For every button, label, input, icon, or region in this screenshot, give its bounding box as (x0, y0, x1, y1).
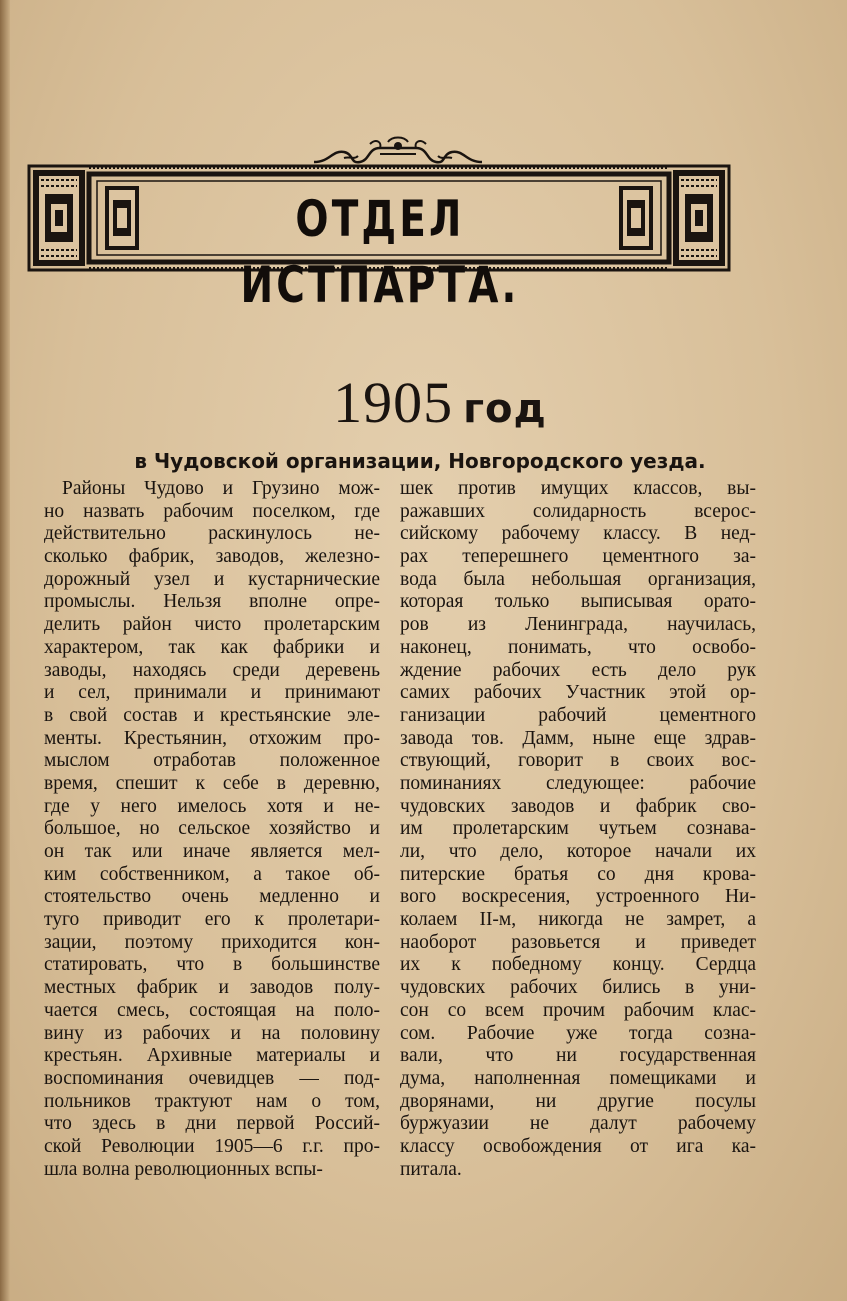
text-line: шек против имущих классов, вы- (400, 478, 756, 499)
text-line: вали, что ни государственная (400, 1045, 756, 1067)
text-line: крестьян. Архивные материалы и (44, 1045, 380, 1067)
text-line: Районы Чудово и Грузино мож- (62, 478, 380, 499)
text-line: сколько фабрик, заводов, железно- (44, 546, 380, 568)
text-line: время, спешит к себе в деревню, (44, 772, 380, 794)
text-line: завода тов. Дамм, ныне еще здрав- (400, 727, 756, 749)
text-line: им пролетарским чутьем сознава- (400, 818, 756, 840)
right-ornament-icon (673, 170, 725, 266)
text-line: делить район чисто пролетарским (44, 614, 380, 636)
article-year: 1905 (333, 370, 454, 435)
text-line: ким собственником, а такое об- (44, 863, 380, 885)
text-line: зации, поэтому приходится кон- (44, 931, 380, 953)
text-line: мыслом отработав положенное (44, 750, 380, 772)
text-line: чудовских заводов и фабрик сво- (400, 795, 756, 817)
left-ornament-icon (33, 170, 85, 266)
text-line: которая только выписывая орато- (400, 591, 756, 613)
text-line: менты. Крестьянин, отхожим про- (44, 727, 380, 749)
text-line: питала. (400, 1158, 462, 1180)
text-line: дорожный узел и кустарнические (44, 568, 380, 590)
text-line: ганизации рабочий цементного (400, 704, 756, 726)
text-line: сом. Рабочие уже тогда созна- (400, 1022, 756, 1044)
text-line: чается смесь, состоящая на поло- (44, 999, 380, 1021)
text-line: вода была небольшая организация, (400, 568, 756, 590)
text-line: чудовских рабочих бились в уни- (400, 977, 756, 999)
text-column-right (400, 478, 756, 1181)
text-line: самих рабочих Участник этой ор- (400, 682, 756, 704)
text-line: дворянами, ни другие посулы (400, 1090, 756, 1112)
text-line: промыслы. Нельзя вполне опре- (44, 591, 380, 613)
text-line: воспоминания очевидцев — под- (44, 1067, 380, 1089)
text-line: действительно раскинулось не- (44, 523, 380, 545)
text-line: он так или иначе является мел- (44, 841, 380, 862)
left-inner-ornament-icon (105, 186, 139, 250)
section-title: ОТДЕЛ ИСТПАРТА. (240, 190, 520, 314)
text-line: ствующий, говорит в своих вос- (400, 750, 756, 772)
text-line: стоятельство очень медленно и (44, 886, 380, 908)
text-line: сон со всем прочим рабочим клас- (400, 999, 756, 1021)
text-line: наконец, понимать, что освобо- (400, 636, 756, 658)
text-line: дума, наполненная помещиками и (400, 1067, 756, 1089)
text-line: их к победному концу. Сердца (400, 954, 756, 976)
text-line: поминаниях следующее: рабочие (400, 772, 756, 794)
text-line: ров из Ленинграда, научилась, (400, 614, 756, 636)
text-line: характером, так как фабрики и (44, 636, 380, 658)
text-line: вого воскресения, устроенного Ни- (400, 886, 756, 908)
article-subtitle: в Чудовской организации, Новгородского уезда. (134, 449, 706, 473)
text-line: и сел, принимали и принимают (44, 682, 380, 704)
text-line: рах теперешнего цементного за- (400, 546, 756, 568)
text-line: большое, но сельское хозяйство и (44, 818, 380, 840)
text-line: ждение рабочих есть дело рук (400, 659, 756, 681)
text-line: ской Революции 1905—6 г.г. про- (44, 1135, 380, 1157)
text-line: наоборот разовьется и приведет (400, 931, 756, 953)
text-line: питерские братья со дня крова- (400, 863, 756, 885)
text-line: где у него имелось хотя и не- (44, 795, 380, 817)
text-line: туго приводит его к пролетари- (44, 909, 380, 931)
text-line: в свой состав и крестьянские эле- (44, 704, 380, 726)
text-line: ли, что дело, которое начали их (400, 841, 756, 862)
text-line: но назвать рабочим поселком, где (44, 500, 380, 522)
text-line: буржуазии не далут рабочему (400, 1113, 756, 1135)
text-column-left (44, 478, 380, 1181)
text-line: польников трактуют нам о том, (44, 1090, 380, 1112)
right-inner-ornament-icon (619, 186, 653, 250)
text-line: статировать, что в большинстве (44, 954, 380, 976)
text-line: классу освобождения от ига ка- (400, 1135, 756, 1157)
page-edge (0, 0, 10, 1301)
text-line: вину из рабочих и на половину (44, 1022, 380, 1044)
text-line: сийскому рабочему классу. В нед- (400, 523, 756, 545)
text-line: что здесь в дни первой Россий- (44, 1113, 380, 1135)
text-line: шла волна революционных вспы- (44, 1158, 323, 1180)
article-year-word: год (463, 386, 547, 432)
text-line: колаем II-м, никогда не замрет, а (400, 909, 756, 931)
text-line: местных фабрик и заводов полу- (44, 977, 380, 999)
text-line: ражавших солидарность всерос- (400, 500, 756, 522)
text-line: заводы, находясь среди деревень (44, 659, 380, 681)
article-title (120, 368, 760, 438)
